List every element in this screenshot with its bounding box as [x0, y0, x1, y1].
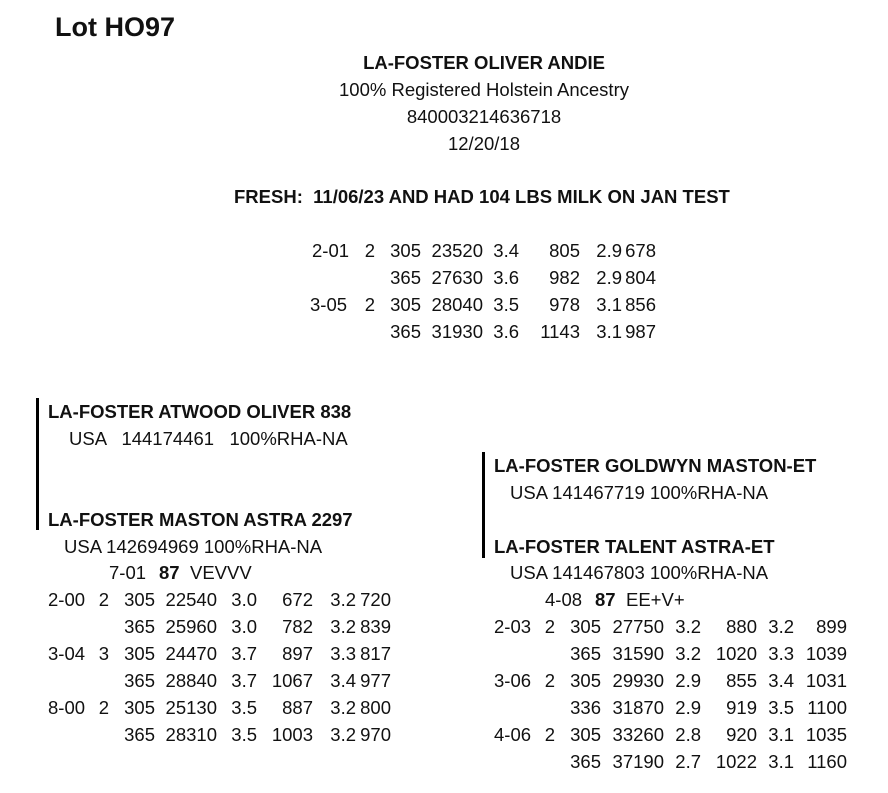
record-protein-pct: 3.4	[768, 670, 794, 691]
record-milk: 22540	[165, 589, 217, 610]
record-fat: 1022	[715, 751, 757, 772]
record-milk: 37190	[612, 751, 664, 772]
record-days: 365	[124, 616, 155, 637]
pedigree-bracket-right	[482, 452, 485, 558]
record-age: 2-03	[494, 616, 532, 637]
record-protein: 987	[625, 321, 656, 342]
record-days: 305	[390, 294, 421, 315]
record-protein-pct: 3.3	[330, 643, 356, 664]
animal-name: LA-FOSTER OLIVER ANDIE	[363, 52, 605, 73]
record-protein: 970	[360, 724, 391, 745]
record-age: 4-06	[494, 724, 532, 745]
record-fat-pct: 2.9	[675, 697, 701, 718]
record-milk: 25960	[165, 616, 217, 637]
sire-details: USA 144174461 100%RHA-NA	[69, 428, 348, 449]
record-fat: 672	[282, 589, 313, 610]
record-fat: 1067	[271, 670, 313, 691]
record-milk: 33260	[612, 724, 664, 745]
record-fat: 782	[282, 616, 313, 637]
record-fat-pct: 3.6	[493, 267, 519, 288]
record-protein-pct: 3.2	[330, 616, 356, 637]
record-age: 3-04	[48, 643, 86, 664]
record-milk: 28040	[431, 294, 483, 315]
record-fat: 805	[549, 240, 580, 261]
record-fat-pct: 3.5	[493, 294, 519, 315]
dam-dam-details: USA 141467803 100%RHA-NA	[510, 562, 769, 583]
record-protein: 720	[360, 589, 391, 610]
record-protein: 1031	[805, 670, 847, 691]
record-milk: 28840	[165, 670, 217, 691]
record-milk: 23520	[431, 240, 483, 261]
birth-date: 12/20/18	[447, 133, 520, 154]
record-fat: 897	[282, 643, 313, 664]
dam-sire-details: USA 141467719 100%RHA-NA	[510, 482, 769, 503]
record-protein-pct: 3.3	[768, 643, 794, 664]
record-milkings: 2	[364, 240, 375, 261]
record-days: 365	[124, 724, 155, 745]
record-protein-pct: 3.2	[330, 697, 356, 718]
classification-age: 7-01	[109, 562, 147, 583]
record-days: 365	[124, 670, 155, 691]
record-fat: 919	[726, 697, 757, 718]
record-fat-pct: 2.7	[675, 751, 701, 772]
record-protein: 800	[360, 697, 391, 718]
record-age: 2-01	[312, 240, 350, 261]
dam-classification	[0, 562, 480, 586]
record-protein-pct: 2.9	[596, 267, 622, 288]
record-protein: 1039	[805, 643, 847, 664]
record-age: 3-05	[310, 294, 348, 315]
dam-name: LA-FOSTER MASTON ASTRA 2297	[48, 509, 353, 530]
record-protein-pct: 2.9	[596, 240, 622, 261]
record-fat-pct: 3.5	[231, 724, 257, 745]
record-fat: 1003	[271, 724, 313, 745]
record-protein-pct: 3.1	[596, 321, 622, 342]
fresh-line: FRESH: 11/06/23 AND HAD 104 LBS MILK ON JAN TEST	[234, 186, 730, 207]
record-days: 336	[570, 697, 601, 718]
record-days: 365	[570, 751, 601, 772]
record-fat-pct: 3.4	[493, 240, 519, 261]
record-milkings: 2	[98, 589, 109, 610]
classification-age: 4-08	[545, 589, 583, 610]
record-milk: 24470	[165, 643, 217, 664]
record-protein-pct: 3.1	[596, 294, 622, 315]
classification-grade: EE+V+	[626, 589, 685, 610]
record-fat: 1020	[715, 643, 757, 664]
record-milk: 28310	[165, 724, 217, 745]
record-fat-pct: 3.2	[675, 616, 701, 637]
record-fat-pct: 3.0	[231, 616, 257, 637]
animal-id: 840003214636718	[406, 106, 562, 127]
record-days: 305	[124, 697, 155, 718]
record-protein: 678	[625, 240, 656, 261]
dam-dam-classification	[0, 589, 888, 613]
classification-score: 87	[159, 562, 180, 583]
record-age: 2-00	[48, 589, 86, 610]
record-protein: 839	[360, 616, 391, 637]
record-milk: 25130	[165, 697, 217, 718]
record-protein-pct: 3.2	[768, 616, 794, 637]
record-protein: 977	[360, 670, 391, 691]
record-days: 305	[390, 240, 421, 261]
record-milkings: 2	[364, 294, 375, 315]
record-milk: 27630	[431, 267, 483, 288]
record-protein-pct: 3.4	[330, 670, 356, 691]
record-milk: 31590	[612, 643, 664, 664]
record-fat-pct: 2.8	[675, 724, 701, 745]
record-days: 305	[570, 670, 601, 691]
record-milk: 31930	[431, 321, 483, 342]
record-protein-pct: 3.1	[768, 724, 794, 745]
ancestry: 100% Registered Holstein Ancestry	[339, 79, 629, 100]
lot-number: Lot HO97	[55, 12, 176, 42]
record-fat-pct: 3.7	[231, 643, 257, 664]
record-milkings: 2	[544, 724, 555, 745]
record-days: 305	[124, 643, 155, 664]
dam-details: USA 142694969 100%RHA-NA	[64, 536, 323, 557]
record-protein-pct: 3.2	[330, 589, 356, 610]
record-fat: 887	[282, 697, 313, 718]
record-fat-pct: 3.2	[675, 643, 701, 664]
record-protein: 817	[360, 643, 391, 664]
record-fat: 855	[726, 670, 757, 691]
record-protein: 1100	[807, 697, 847, 718]
record-fat: 880	[726, 616, 757, 637]
record-milk: 29930	[612, 670, 664, 691]
record-fat-pct: 3.7	[231, 670, 257, 691]
record-fat-pct: 3.5	[231, 697, 257, 718]
record-milk: 27750	[612, 616, 664, 637]
record-days: 365	[390, 321, 421, 342]
classification-grade: VEVVV	[190, 562, 252, 583]
record-protein: 1160	[807, 751, 847, 772]
record-milkings: 2	[544, 616, 555, 637]
sire-name: LA-FOSTER ATWOOD OLIVER 838	[48, 401, 352, 422]
record-protein-pct: 3.5	[768, 697, 794, 718]
record-protein: 899	[816, 616, 847, 637]
record-milk: 31870	[612, 697, 664, 718]
record-milkings: 3	[98, 643, 109, 664]
dam-dam-name: LA-FOSTER TALENT ASTRA-ET	[494, 536, 775, 557]
record-age: 8-00	[48, 697, 86, 718]
record-days: 305	[570, 724, 601, 745]
record-protein: 1035	[805, 724, 847, 745]
record-days: 365	[390, 267, 421, 288]
record-protein: 804	[625, 267, 656, 288]
record-milkings: 2	[98, 697, 109, 718]
record-age: 3-06	[494, 670, 532, 691]
record-fat-pct: 2.9	[675, 670, 701, 691]
record-fat: 982	[549, 267, 580, 288]
record-days: 365	[570, 643, 601, 664]
record-fat-pct: 3.0	[231, 589, 257, 610]
record-days: 305	[570, 616, 601, 637]
record-milkings: 2	[544, 670, 555, 691]
record-fat: 978	[549, 294, 580, 315]
record-fat: 920	[726, 724, 757, 745]
record-fat-pct: 3.6	[493, 321, 519, 342]
classification-score: 87	[595, 589, 616, 610]
record-protein-pct: 3.2	[330, 724, 356, 745]
record-protein-pct: 3.1	[768, 751, 794, 772]
pedigree-bracket-left	[36, 398, 39, 530]
dam-sire-name: LA-FOSTER GOLDWYN MASTON-ET	[494, 455, 817, 476]
record-fat: 1143	[540, 321, 580, 342]
record-protein: 856	[625, 294, 656, 315]
record-days: 305	[124, 589, 155, 610]
